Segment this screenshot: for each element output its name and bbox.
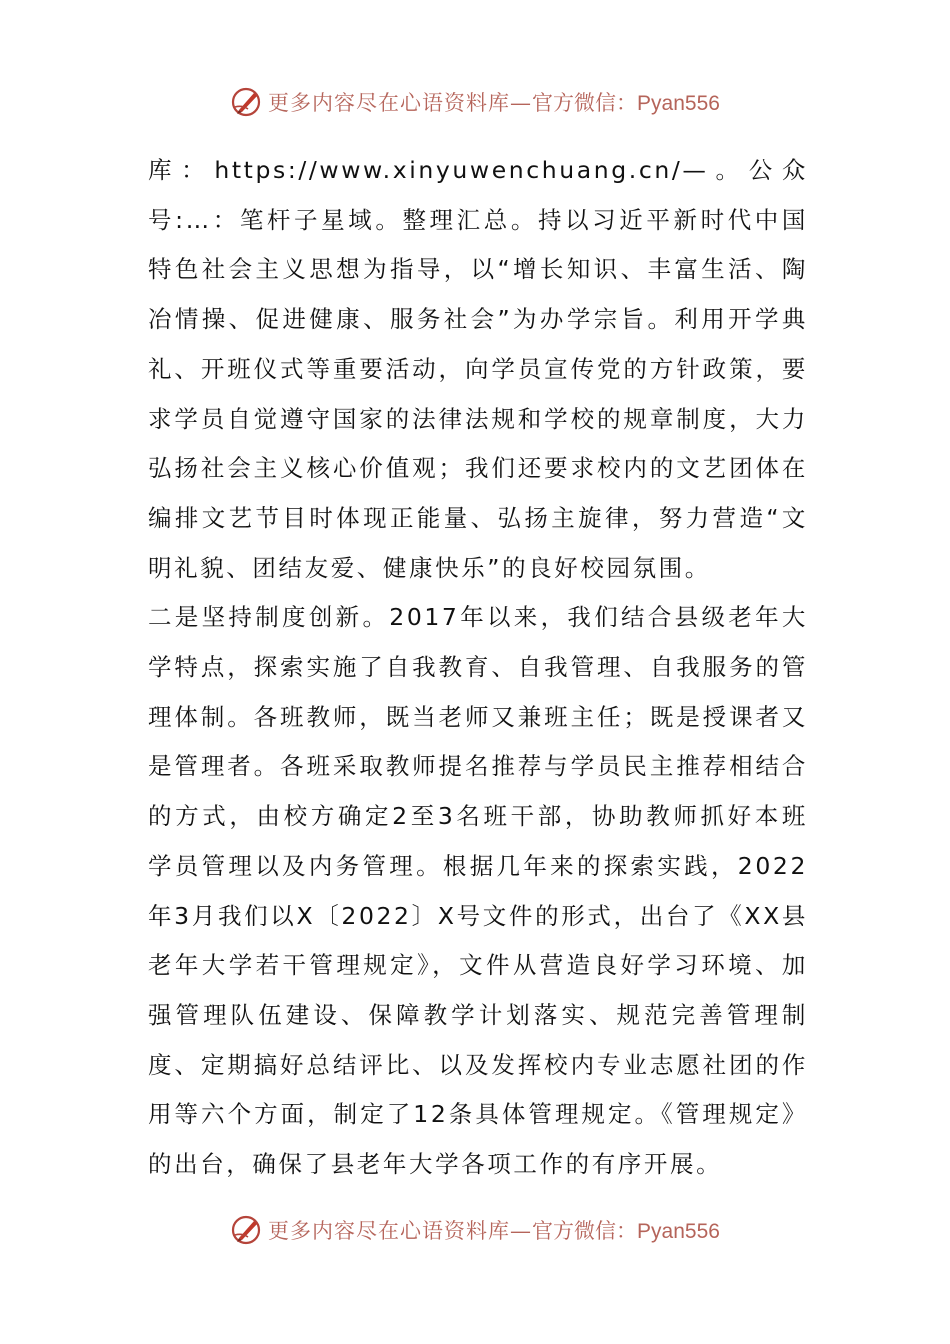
document-body — [148, 146, 808, 1190]
banner-brand-text: 更多内容尽在心语资料库— — [268, 1219, 533, 1243]
pen-logo-icon — [230, 85, 264, 119]
header-banner — [0, 80, 950, 124]
footer-banner — [0, 1208, 950, 1252]
paragraph-1: 库：https://www.xinyuwenchuang.cn/—。公众号:…：笔杆子星域。整理汇总。持以习近平新时代中国特色社会主义思想为指导，以“增长知识、丰富生活、陶冶情操、促进健康、服务社会”为办学宗旨。利用开学典礼、开班仪式等重要活动，向学员宣传党的方针政策，要求学员自觉遵守国家的法律法规和学校的规章制度，大力弘扬社会主义核心价值观；我们还要求校内的文艺团体在编排文艺节目时体现正能量、弘扬主旋律，努力营造“文明礼貌、团结友爱、健康快乐”的良好校园氛围。 — [148, 156, 808, 582]
banner-brand-text: 更多内容尽在心语资料库— — [268, 91, 533, 115]
pen-logo-icon — [230, 1213, 264, 1247]
paragraph-2: 二是坚持制度创新。2017年以来，我们结合县级老年大学特点，探索实施了自我教育、自我管理、自我服务的管理体制。各班教师，既当老师又兼班主任；既是授课者又是管理者。各班采取教师提名推荐与学员民主推荐相结合的方式，由校方确定2至3名班干部，协助教师抓好本班学员管理以及内务管理。根据几年来的探索实践，2022年3月我们以X〔2022〕X号文件的形式，出台了《XX县老年大学若干管理规定》，文件从营造良好学习环境、加强管理队伍建设、保障教学计划落实、规范完善管理制度、定期搞好总结评比、以及发挥校内专业志愿社团的作用等六个方面，制定了12条具体管理规定。《管理规定》的出台，确保了县老年大学各项工作的有序开展。 — [148, 603, 808, 1179]
banner-wechat-text: 官方微信：Pyan556 — [532, 1220, 720, 1243]
banner-wechat-text: 官方微信：Pyan556 — [532, 92, 720, 115]
